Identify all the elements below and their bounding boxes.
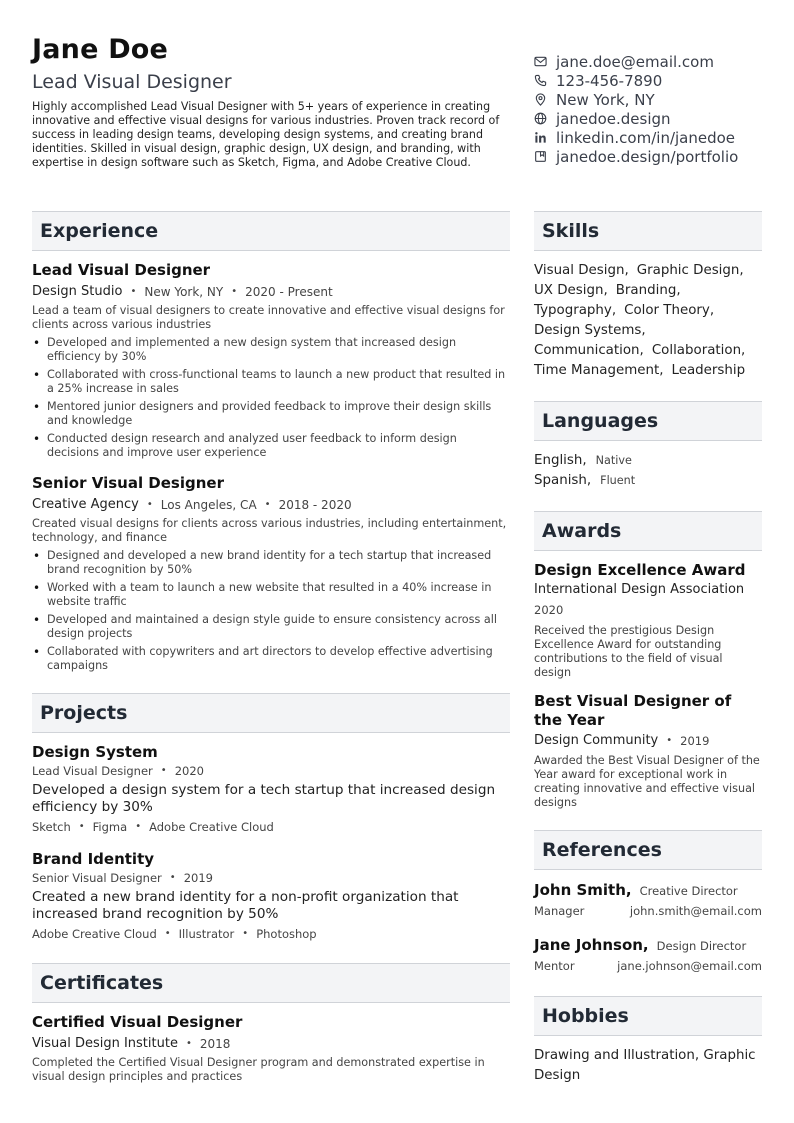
job-meta [32, 282, 510, 302]
contact-email[interactable] [534, 52, 774, 71]
email-icon [534, 55, 547, 68]
skill-item: Communication, [534, 343, 644, 358]
job-entry [32, 474, 510, 673]
job-title: Senior Visual Designer [32, 474, 224, 492]
experience-section [32, 211, 510, 673]
certificate-description: Completed the Certified Visual Designer program and demonstrated expertise in visual design principles and practices [32, 1056, 485, 1083]
reference-relation: Mentor [534, 959, 575, 973]
reference-role: Design Director [656, 939, 747, 953]
project-meta [32, 762, 510, 780]
job-company: Design Studio [32, 284, 123, 299]
reference-relation: Manager [534, 904, 585, 918]
section-heading: Projects [32, 693, 510, 733]
linkedin-icon [534, 131, 547, 144]
section-heading: Experience [32, 211, 510, 251]
summary: Highly accomplished Lead Visual Designer with 5+ years of experience in creating innovative and effective visual designs for various industries. Proven track record of success in leading design teams, developing design systems, and creating brand identities. Skilled in visual design, graphic design, UX design, and branding, with expertise in design software such as Sketch, Figma, and Adobe Creative Cloud. [32, 100, 500, 169]
languages-section [534, 401, 762, 491]
separator-dot: • [666, 735, 673, 746]
contact-list [534, 52, 774, 166]
award-entry [534, 561, 762, 680]
reference-email[interactable]: john.smith@email.com [629, 904, 762, 918]
projects-section [32, 693, 510, 943]
contact-linkedin[interactable] [534, 128, 774, 147]
tool: Illustrator [178, 927, 235, 941]
award-title: Best Visual Designer of the Year [534, 692, 732, 729]
reference-role: Creative Director [639, 884, 738, 898]
award-org: Design Community [534, 733, 659, 748]
job-bullets [32, 336, 510, 460]
skill-item: Typography, [534, 303, 617, 318]
section-heading: Skills [534, 211, 762, 251]
language-name: Spanish, [534, 473, 592, 488]
tool: Adobe Creative Cloud [32, 927, 157, 941]
bullet-item: • Developed and maintained a design style guide to ensure consistency across all design projects [32, 613, 510, 641]
certificate-issuer: Visual Design Institute [32, 1036, 178, 1051]
skill-item: Graphic Design, [636, 263, 744, 278]
contact-website[interactable] [534, 109, 774, 128]
globe-icon [534, 112, 547, 125]
person-name: Jane Doe [32, 34, 169, 65]
skill-item: Visual Design, [534, 263, 629, 278]
skill-item: Collaboration, [651, 343, 746, 358]
project-description: Created a new brand identity for a non-profit organization that increased brand recognition by 50% [32, 889, 459, 922]
phone-icon [534, 74, 547, 87]
tool: Adobe Creative Cloud [149, 820, 274, 834]
section-heading: References [534, 830, 762, 870]
job-dates: 2018 - 2020 [278, 498, 352, 512]
tool: Photoshop [256, 927, 317, 941]
award-year: 2020 [534, 603, 564, 617]
certificate-title: Certified Visual Designer [32, 1013, 243, 1031]
project-role: Senior Visual Designer [32, 871, 162, 885]
skill-item: Color Theory, [624, 303, 715, 318]
contact-portfolio[interactable] [534, 147, 774, 166]
bullet-item: • Mentored junior designers and provided feedback to improve their design skills and knowledge [32, 400, 510, 428]
contact-portfolio-text: janedoe.design/portfolio [556, 147, 739, 166]
tool: Figma [92, 820, 128, 834]
reference-email[interactable]: jane.johnson@email.com [617, 959, 762, 973]
location-icon [534, 93, 547, 106]
section-heading: Certificates [32, 963, 510, 1003]
contact-email-text: jane.doe@email.com [556, 52, 714, 71]
job-entry [32, 261, 510, 460]
job-bullets [32, 549, 510, 673]
contact-linkedin-text: linkedin.com/in/janedoe [556, 128, 736, 147]
language-name: English, [534, 453, 587, 468]
reference-entry [534, 880, 762, 921]
left-column [32, 211, 510, 1104]
project-description: Developed a design system for a tech startup that increased design efficiency by 30% [32, 782, 496, 815]
job-meta [32, 495, 510, 515]
project-entry [32, 850, 510, 943]
bullet-item: • Worked with a team to launch a new website that resulted in a 40% increase in website traffic [32, 581, 510, 609]
award-org: International Design Association [534, 582, 745, 597]
certificate-year: 2018 [199, 1037, 231, 1051]
job-location: New York, NY [144, 285, 224, 299]
project-meta [32, 869, 510, 887]
bullet-item: • Collaborated with cross-functional teams to launch a new product that resulted in a 25% increase in sales [32, 368, 510, 396]
separator-dot: • [78, 821, 85, 832]
contact-phone[interactable] [534, 71, 774, 90]
language-item [534, 451, 762, 471]
certificates-section [32, 963, 510, 1084]
skills-list [534, 261, 762, 381]
reference-name: John Smith, [534, 881, 632, 899]
contact-phone-text: 123-456-7890 [556, 71, 663, 90]
project-year: 2019 [183, 871, 213, 885]
resume-header [32, 32, 762, 192]
reference-name: Jane Johnson, [534, 936, 649, 954]
separator-dot: • [164, 928, 171, 939]
awards-section [534, 511, 762, 810]
job-dates: 2020 - Present [245, 285, 333, 299]
section-heading: Awards [534, 511, 762, 551]
separator-dot: • [146, 499, 153, 510]
project-entry [32, 743, 510, 836]
skill-item: Design Systems, [534, 323, 646, 338]
award-description: Awarded the Best Visual Designer of the Year award for exceptional work in creating innovative and effective visual designs [534, 754, 760, 809]
section-heading: Languages [534, 401, 762, 441]
certificate-meta [32, 1034, 510, 1054]
references-section [534, 830, 762, 976]
separator-dot: • [242, 928, 249, 939]
bullet-item: • Designed and developed a new brand identity for a tech startup that increased brand recognition by 50% [32, 549, 510, 577]
hobbies-section [534, 996, 762, 1086]
contact-location-text: New York, NY [556, 90, 655, 109]
bullet-item: • Collaborated with copywriters and art directors to develop effective advertising campaigns [32, 645, 510, 673]
bullet-item: • Conducted design research and analyzed user feedback to inform design decisions and improve user experience [32, 432, 510, 460]
skill-item: Leadership [671, 363, 746, 378]
header-main [32, 32, 508, 170]
award-title: Design Excellence Award [534, 561, 746, 579]
skills-section [534, 211, 762, 381]
separator-dot: • [231, 286, 238, 297]
section-heading: Hobbies [534, 996, 762, 1036]
person-title: Lead Visual Designer [32, 71, 232, 93]
award-description: Received the prestigious Design Excellence Award for outstanding contributions to the field of visual design [534, 624, 723, 679]
award-year: 2019 [680, 734, 710, 748]
right-column [534, 211, 762, 1106]
bullet-item: • Developed and implemented a new design system that increased design efficiency by 30% [32, 336, 510, 364]
award-entry [534, 692, 762, 810]
portfolio-icon [534, 150, 547, 163]
skill-item: UX Design, [534, 283, 608, 298]
separator-dot: • [160, 765, 167, 776]
project-year: 2020 [174, 764, 204, 778]
project-tools [32, 818, 510, 836]
job-location: Los Angeles, CA [160, 498, 257, 512]
separator-dot: • [264, 499, 271, 510]
separator-dot: • [169, 872, 176, 883]
language-item [534, 471, 762, 491]
project-title: Brand Identity [32, 850, 155, 868]
job-description: Lead a team of visual designers to create innovative and effective visual designs for clients across various industries [32, 304, 505, 331]
project-role: Lead Visual Designer [32, 764, 153, 778]
job-title: Lead Visual Designer [32, 261, 211, 279]
job-description: Created visual designs for clients across various industries, including entertainment, technology, and finance [32, 517, 507, 544]
hobbies-text: Drawing and Illustration, Graphic Design [534, 1048, 756, 1083]
award-meta [534, 732, 762, 750]
job-company: Creative Agency [32, 497, 139, 512]
skill-item: Branding, [615, 283, 681, 298]
certificate-entry [32, 1013, 510, 1084]
reference-entry [534, 935, 762, 976]
tool: Sketch [32, 820, 71, 834]
skill-item: Time Management, [534, 363, 664, 378]
separator-dot: • [135, 821, 142, 832]
language-level: Native [595, 454, 632, 467]
separator-dot: • [185, 1038, 192, 1049]
project-tools [32, 925, 510, 943]
contact-location [534, 90, 774, 109]
language-level: Fluent [600, 474, 636, 487]
project-title: Design System [32, 743, 158, 761]
separator-dot: • [130, 286, 137, 297]
contact-website-text: janedoe.design [556, 109, 671, 128]
